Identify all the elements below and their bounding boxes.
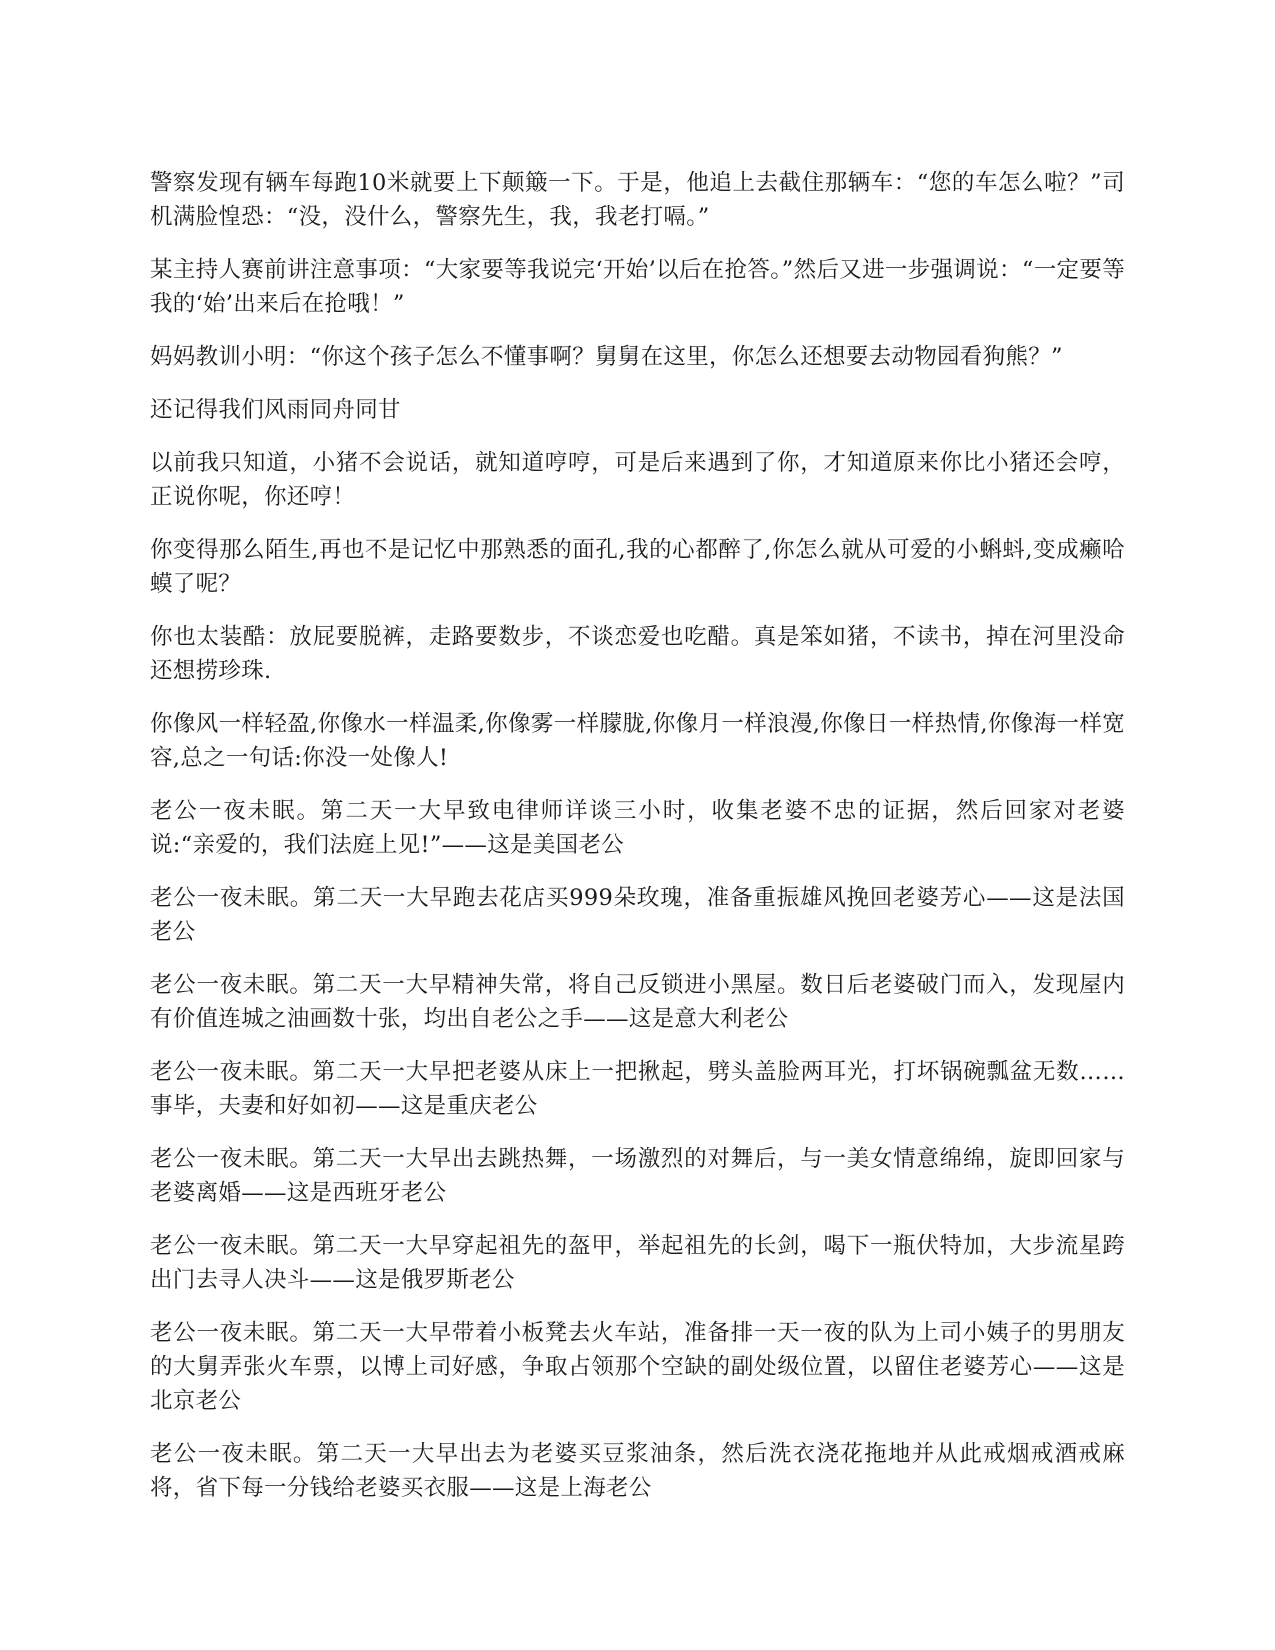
- document-body: [150, 166, 1125, 1524]
- paragraph-host-quiz: 某主持人赛前讲注意事项：“大家要等我说完‘开始’以后在抢答。”然后又进一步强调说：“一定要等我的‘始’出来后在抢哦！”: [150, 257, 1125, 317]
- paragraph-husband-spain: 老公一夜未眠。第二天一大早出去跳热舞，一场激烈的对舞后，与一美女情意绵绵，旋即回家与老婆离婚——这是西班牙老公: [150, 1146, 1125, 1206]
- paragraph-show-off: 你也太装酷：放屁要脱裤，走路要数步，不谈恋爱也吃醋。真是笨如猪，不读书，掉在河里没命还想捞珍珠.: [150, 624, 1125, 684]
- paragraph-husband-france: 老公一夜未眠。第二天一大早跑去花店买999朵玫瑰，准备重振雄风挽回老婆芳心——这是法国老公: [150, 885, 1125, 945]
- paragraph-husband-russia: 老公一夜未眠。第二天一大早穿起祖先的盔甲，举起祖先的长剑，喝下一瓶伏特加，大步流星跨出门去寻人决斗——这是俄罗斯老公: [150, 1233, 1125, 1293]
- paragraph-like-wind: 你像风一样轻盈,你像水一样温柔,你像雾一样朦胧,你像月一样浪漫,你像日一样热情,你像海一样宽容,总之一句话:你没一处像人!: [150, 711, 1125, 771]
- paragraph-husband-shanghai: 老公一夜未眠。第二天一大早出去为老婆买豆浆油条，然后洗衣浇花拖地并从此戒烟戒酒戒麻将，省下每一分钱给老婆买衣服——这是上海老公: [150, 1441, 1125, 1501]
- paragraph-husband-usa: 老公一夜未眠。第二天一大早致电律师详谈三小时，收集老婆不忠的证据，然后回家对老婆说:“亲爱的，我们法庭上见!”——这是美国老公: [150, 798, 1125, 858]
- paragraph-husband-beijing: 老公一夜未眠。第二天一大早带着小板凳去火车站，准备排一天一夜的队为上司小姨子的男朋友的大舅弄张火车票，以博上司好感，争取占领那个空缺的副处级位置，以留住老婆芳心——这是北京老公: [150, 1320, 1125, 1414]
- paragraph-police-car: 警察发现有辆车每跑10米就要上下颠簸一下。于是，他追上去截住那辆车：“您的车怎么啦？”司机满脸惶恐：“没，没什么，警察先生，我，我老打嗝。”: [150, 170, 1125, 230]
- paragraph-piglet: 以前我只知道，小猪不会说话，就知道哼哼，可是后来遇到了你，才知道原来你比小猪还会哼，正说你呢，你还哼！: [150, 450, 1125, 510]
- paragraph-husband-chongqing: 老公一夜未眠。第二天一大早把老婆从床上一把揪起，劈头盖脸两耳光，打坏锅碗瓢盆无数……事毕，夫妻和好如初——这是重庆老公: [150, 1059, 1125, 1119]
- paragraph-mother-xiaoming: 妈妈教训小明：“你这个孩子怎么不懂事啊？舅舅在这里，你怎么还想要去动物园看狗熊？”: [150, 344, 1063, 370]
- paragraph-husband-italy: 老公一夜未眠。第二天一大早精神失常，将自己反锁进小黑屋。数日后老婆破门而入，发现屋内有价值连城之油画数十张，均出自老公之手——这是意大利老公: [150, 972, 1125, 1032]
- paragraph-tadpole: 你变得那么陌生,再也不是记忆中那熟悉的面孔,我的心都醉了,你怎么就从可爱的小蝌蚪,变成癞哈蟆了呢？: [150, 537, 1125, 597]
- paragraph-wind-rain: 还记得我们风雨同舟同甘: [150, 397, 401, 423]
